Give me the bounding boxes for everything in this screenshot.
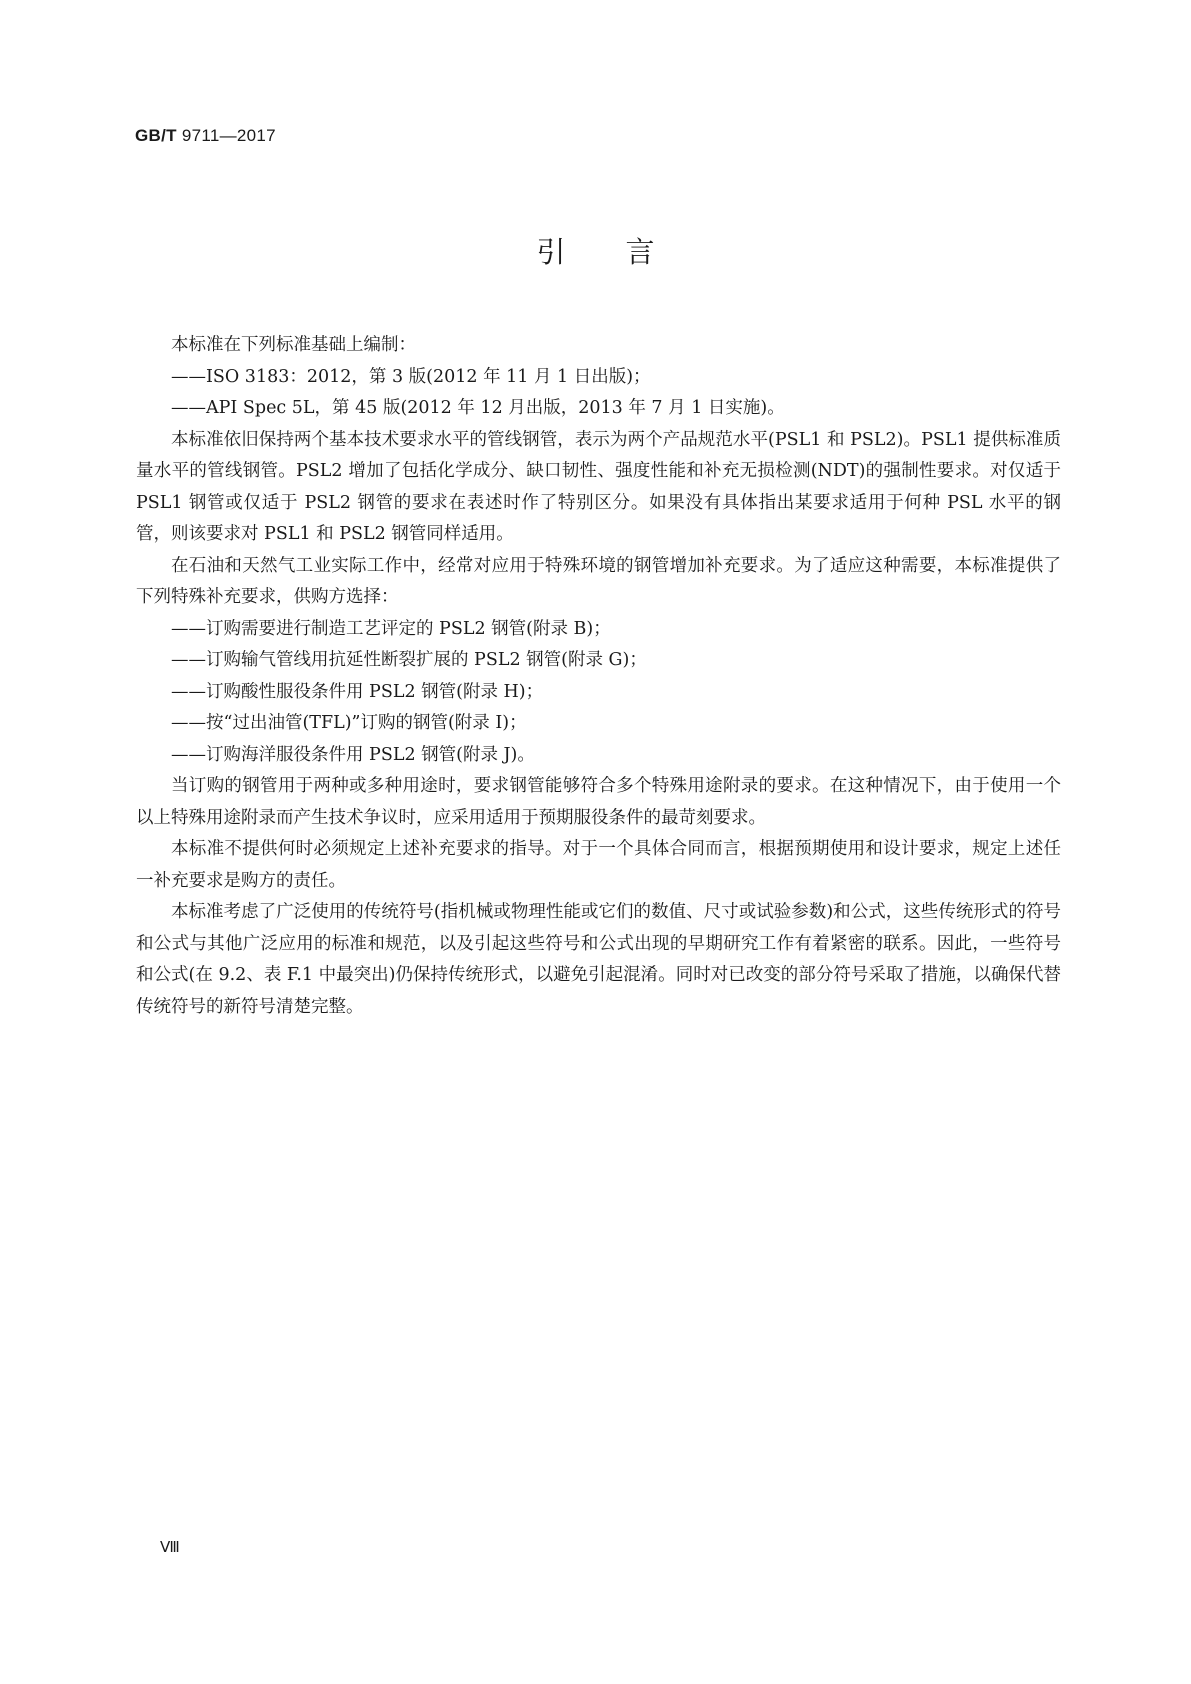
paragraph-symbols: 本标准考虑了广泛使用的传统符号(指机械或物理性能或它们的数值、尺寸或试验参数)和公式，这些传统形式的符号和公式与其他广泛应用的标准和规范，以及引起这些符号和公式出现的早期研究工作有着紧密的联系。因此，一些符号和公式(在 9.2、表 F.1 中最突出)仍保持传统形式，以避免引起混淆。同时对已改变的部分符号采取了措施，以确保代替传统符号的新符号清楚完整。 bbox=[136, 902, 1061, 1017]
standard-number: 9711—2017 bbox=[181, 126, 276, 145]
list-item-annex-i: ——按“过出油管(TFL)”订购的钢管(附录 I)； bbox=[171, 713, 527, 733]
paragraph-guidance: 本标准不提供何时必须规定上述补充要求的指导。对于一个具体合同而言，根据预期使用和设计要求，规定上述任一补充要求是购方的责任。 bbox=[136, 839, 1061, 891]
page-title: 引言 bbox=[536, 235, 715, 269]
body-text bbox=[136, 330, 1061, 1023]
list-item-annex-h: ——订购酸性服役条件用 PSL2 钢管(附录 H)； bbox=[171, 681, 544, 702]
paragraph-supplementary: 在石油和天然气工业实际工作中，经常对应用于特殊环境的钢管增加补充要求。为了适应这种需要，本标准提供了下列特殊补充要求，供购方选择： bbox=[136, 555, 1061, 607]
standard-prefix: GB/T bbox=[135, 126, 177, 145]
list-item-iso: ——ISO 3183：2012，第 3 版(2012 年 11 月 1 日出版)； bbox=[171, 366, 651, 387]
paragraph-psl: 本标准依旧保持两个基本技术要求水平的管线钢管，表示为两个产品规范水平(PSL1 和 PSL2)。PSL1 提供标准质量水平的管线钢管。PSL2 增加了包括化学成分、缺口韧性、强度性能和补充无损检测(NDT)的强制性要求。对仅适于 PSL1 钢管或仅适于 PSL2 钢管的要求在表述时作了特别区分。如果没有具体指出某要求适用于何种 PSL 水平的钢管，则该要求对 PSL1 和 PSL2 钢管同样适用。 bbox=[136, 429, 1061, 544]
standard-identifier bbox=[135, 126, 276, 146]
list-item-annex-g: ——订购输气管线用抗延性断裂扩展的 PSL2 钢管(附录 G)； bbox=[171, 650, 647, 670]
paragraph-intro: 本标准在下列标准基础上编制： bbox=[171, 335, 416, 355]
paragraph-multiple-uses: 当订购的钢管用于两种或多种用途时，要求钢管能够符合多个特殊用途附录的要求。在这种情况下，由于使用一个以上特殊用途附录而产生技术争议时，应采用适用于预期服役条件的最苛刻要求。 bbox=[136, 776, 1061, 828]
list-item-api: ——API Spec 5L，第 45 版(2012 年 12 月出版，2013 年 7 月 1 日实施)。 bbox=[171, 398, 785, 418]
list-item-annex-b: ——订购需要进行制造工艺评定的 PSL2 钢管(附录 B)； bbox=[171, 618, 611, 639]
list-item-annex-j: ——订购海洋服役条件用 PSL2 钢管(附录 J)。 bbox=[171, 744, 535, 765]
page-number: Ⅷ bbox=[160, 1540, 179, 1556]
